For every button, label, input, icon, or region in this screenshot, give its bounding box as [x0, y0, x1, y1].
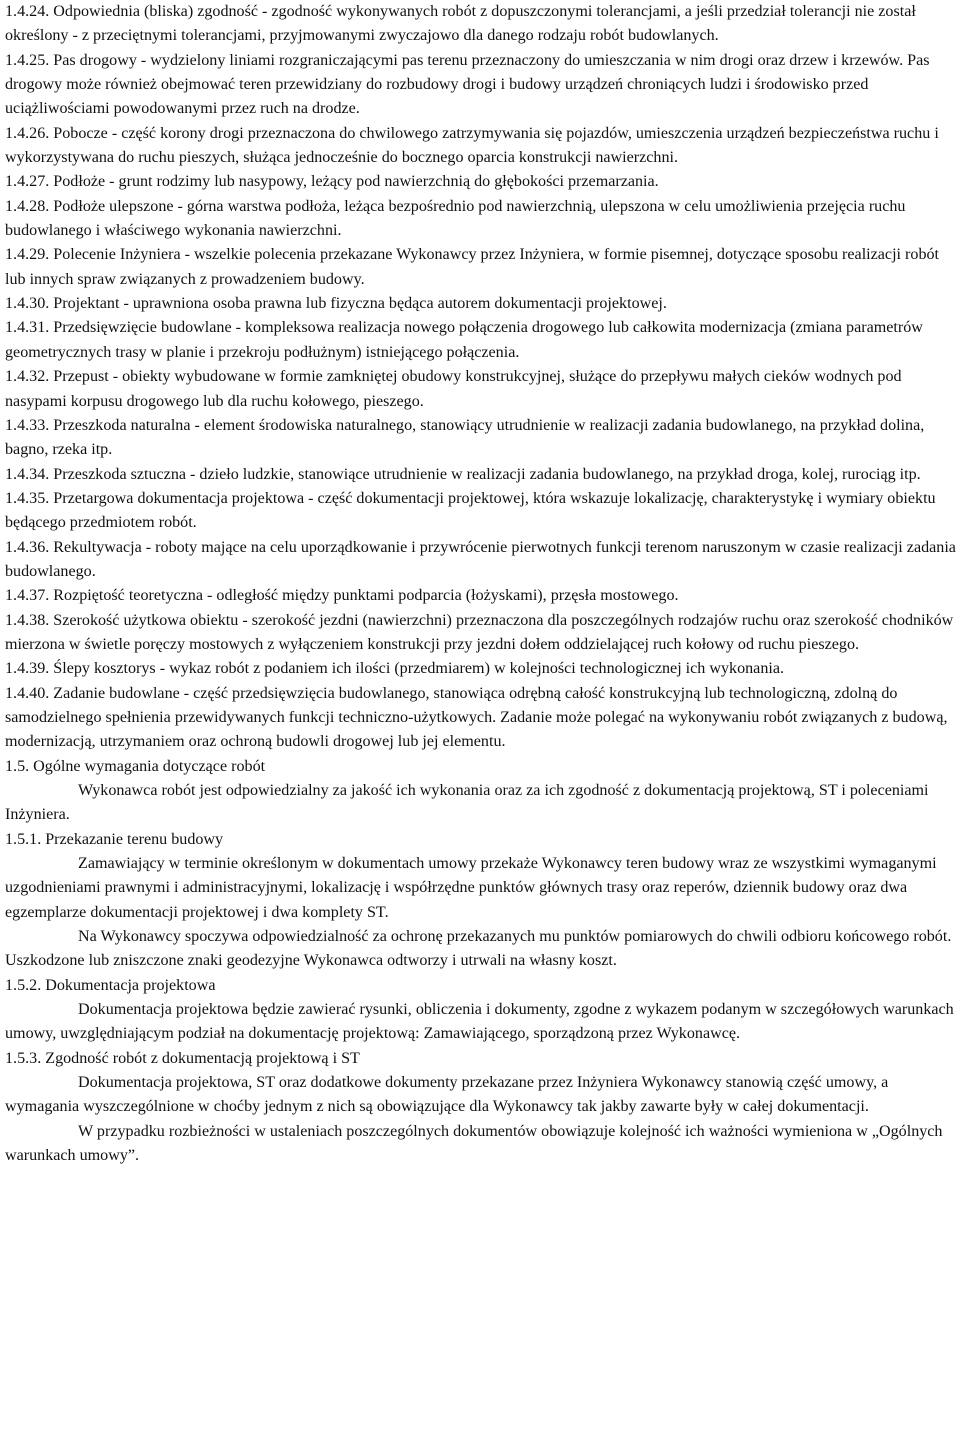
definition-number: 1.4.28. — [5, 197, 50, 215]
definition-text: Przeszkoda naturalna - element środowiska naturalnego, stanowiący utrudnienie w realizacji zadania budowlanego, na przykład dolina, bagno, rzeka itp. — [5, 416, 925, 459]
definition-1-4-36 — [5, 536, 956, 585]
definition-number: 1.4.30. — [5, 295, 50, 313]
definition-text: Polecenie Inżyniera - wszelkie polecenia przekazane Wykonawcy przez Inżyniera, w formie pisemnej, dotyczące sposobu realizacji robót lub innych spraw związanych z prowadzeniem budowy. — [5, 246, 940, 288]
definition-1-4-29 — [5, 243, 956, 292]
definition-number: 1.4.36. — [5, 538, 50, 556]
definition-1-4-33 — [5, 414, 956, 463]
definition-text: Przepust - obiekty wybudowane w formie zamkniętej obudowy konstrukcyjnej, służące do przepływu małych cieków wodnych pod nasypami korpusu drogowego lub dla ruchu kołowego, pieszego. — [5, 368, 902, 410]
definition-text: Odpowiednia (bliska) zgodność - zgodność wykonywanych robót z dopuszczonymi tolerancjami, a jeśli przedział tolerancji nie został określony - z przeciętnymi tolerancjami, przyjmowanymi zwyczajowo dla danego rodzaju robót budowlanych. — [5, 3, 916, 45]
definition-1-4-25 — [5, 49, 956, 122]
definition-text: Projektant - uprawniona osoba prawna lub fizyczna będąca autorem dokumentacji projektowej. — [53, 295, 667, 313]
definition-1-4-37 — [5, 584, 956, 608]
section-heading-1-5-1: 1.5.1. Przekazanie terenu budowy — [5, 830, 224, 848]
section-1-5-1-paragraph-1: Zamawiający w terminie określonym w dokumentach umowy przekaże Wykonawcy teren budowy wraz ze wszystkimi wymaganymi uzgodnieniami prawnymi i administracyjnymi, lokalizację i współrzędne punktów głównych trasy oraz reperów, dziennik budowy oraz dwa egzemplarze dokumentacji projektowej i dwa komplety ST. — [5, 855, 937, 921]
definition-text: Przedsięwzięcie budowlane - kompleksowa realizacja nowego połączenia drogowego lub całkowita modernizacja (zmiana parametrów geometrycznych trasy w planie i przekroju podłużnym) istniejącego połączenia. — [5, 319, 923, 361]
definition-number: 1.4.29. — [5, 246, 50, 264]
definition-text: Przeszkoda sztuczna - dzieło ludzkie, stanowiące utrudnienie w realizacji zadania budowlanego, na przykład droga, kolej, rurociąg itp. — [53, 465, 921, 483]
section-1-5-3-paragraph-2: W przypadku rozbieżności w ustaleniach poszczególnych dokumentów obowiązuje kolejność ich ważności wymieniona w „Ogólnych warunkach umowy”. — [5, 1122, 943, 1165]
definition-1-4-31 — [5, 316, 956, 365]
definition-number: 1.4.39. — [5, 660, 50, 678]
definition-number: 1.4.37. — [5, 587, 50, 605]
definition-text: Przetargowa dokumentacja projektowa - część dokumentacji projektowej, która wskazuje lokalizację, charakterystykę i wymiary obiektu będącego przedmiotem robót. — [5, 489, 936, 532]
definition-1-4-39 — [5, 657, 956, 681]
definition-1-4-27 — [5, 170, 956, 194]
definition-1-4-24 — [5, 0, 956, 49]
section-heading-1-5-3: 1.5.3. Zgodność robót z dokumentacją projektową i ST — [5, 1049, 360, 1067]
definition-number: 1.4.25. — [5, 51, 50, 69]
definition-number: 1.4.38. — [5, 611, 50, 629]
definition-1-4-28 — [5, 195, 956, 244]
definition-1-4-32 — [5, 365, 956, 414]
section-heading-1-5: 1.5. Ogólne wymagania dotyczące robót — [5, 757, 266, 775]
definition-number: 1.4.31. — [5, 319, 50, 337]
definition-1-4-30 — [5, 292, 956, 316]
definition-text: Rozpiętość teoretyczna - odległość między punktami podparcia (łożyskami), przęsła mostowego. — [53, 587, 679, 605]
definition-text: Rekultywacja - roboty mające na celu uporządkowanie i przywrócenie pierwotnych funkcji terenom naruszonym w czasie realizacji zadania budowlanego. — [5, 538, 956, 580]
definition-text: Zadanie budowlane - część przedsięwzięcia budowlanego, stanowiąca odrębną całość konstrukcyjną lub technologiczną, zdolną do samodzielnego spełnienia przewidywanych funkcji techniczno-użytkowych. Zadanie może polegać na wykonywaniu robót związanych z budową, modernizacją, utrzymaniem oraz ochroną budowli drogowej lub jej elementu. — [5, 684, 948, 751]
definition-text: Podłoże ulepszone - górna warstwa podłoża, leżąca bezpośrednio pod nawierzchnią, ulepszona w celu umożliwienia przejęcia ruchu budowlanego i właściwego wykonania nawierzchni. — [5, 197, 906, 240]
definition-text: Pas drogowy - wydzielony liniami rozgraniczającymi pas terenu przeznaczony do umieszczania w nim drogi oraz drzew i krzewów. Pas drogowy może również obejmować teren przewidziany do rozbudowy drogi i budowy urządzeń chroniących ludzi i środowisko przed uciążliwościami powodowanymi przez ruch na drodze. — [5, 51, 930, 118]
section-1-5-paragraph: Wykonawca robót jest odpowiedzialny za jakość ich wykonania oraz za ich zgodność z dokumentacją projektową, ST i poleceniami Inżyniera. — [5, 782, 929, 824]
definition-text: Ślepy kosztorys - wykaz robót z podaniem ich ilości (przedmiarem) w kolejności technologicznej ich wykonania. — [53, 660, 785, 678]
definition-number: 1.4.27. — [5, 173, 50, 191]
definition-number: 1.4.34. — [5, 465, 50, 483]
definitions-list — [5, 0, 956, 755]
definition-1-4-35 — [5, 487, 956, 536]
definition-1-4-26 — [5, 122, 956, 171]
definition-text: Szerokość użytkowa obiektu - szerokość jezdni (nawierzchni) przeznaczona dla poszczególnych rodzajów ruchu oraz szerokość chodników mierzona w świetle poręczy mostowych z wyłączeniem konstrukcji przy jezdni dołem oddzielającej ruch kołowy od ruchu pieszego. — [5, 611, 954, 653]
definition-text: Podłoże - grunt rodzimy lub nasypowy, leżący pod nawierzchnią do głębokości przemarzania. — [53, 173, 659, 191]
definition-1-4-38 — [5, 609, 956, 658]
section-1-5-2-paragraph: Dokumentacja projektowa będzie zawierać rysunki, obliczenia i dokumenty, zgodne z wykazem podanym w szczegółowych warunkach umowy, uwzględniającym podział na dokumentację projektową: Zamawiającego, sporządzoną przez Wykonawcę. — [5, 1001, 954, 1043]
definition-number: 1.4.33. — [5, 416, 50, 434]
definition-text: Pobocze - część korony drogi przeznaczona do chwilowego zatrzymywania się pojazdów, umieszczenia urządzeń bezpieczeństwa ruchu i wykorzystywana do ruchu pieszych, służąca jednocześnie do bocznego oparcia konstrukcji nawierzchni. — [5, 124, 939, 167]
definition-number: 1.4.32. — [5, 368, 50, 386]
definition-number: 1.4.40. — [5, 684, 50, 702]
section-1-5-1-paragraph-2: Na Wykonawcy spoczywa odpowiedzialność za ochronę przekazanych mu punktów pomiarowych do chwili odbioru końcowego robót. Uszkodzone lub zniszczone znaki geodezyjne Wykonawca odtworzy i utrwali na własny koszt. — [5, 928, 952, 970]
section-heading-1-5-2: 1.5.2. Dokumentacja projektowa — [5, 976, 216, 994]
definition-1-4-40 — [5, 682, 956, 755]
definition-number: 1.4.24. — [5, 3, 50, 20]
definition-number: 1.4.35. — [5, 489, 50, 507]
section-1-5-3-paragraph-1: Dokumentacja projektowa, ST oraz dodatkowe dokumenty przekazane przez Inżyniera Wykonawcy stanowią część umowy, a wymagania wyszczególnione w choćby jednym z nich są obowiązujące dla Wykonawcy tak jakby zawarte były w całej dokumentacji. — [5, 1074, 889, 1116]
definition-number: 1.4.26. — [5, 124, 50, 142]
definition-1-4-34 — [5, 463, 956, 487]
